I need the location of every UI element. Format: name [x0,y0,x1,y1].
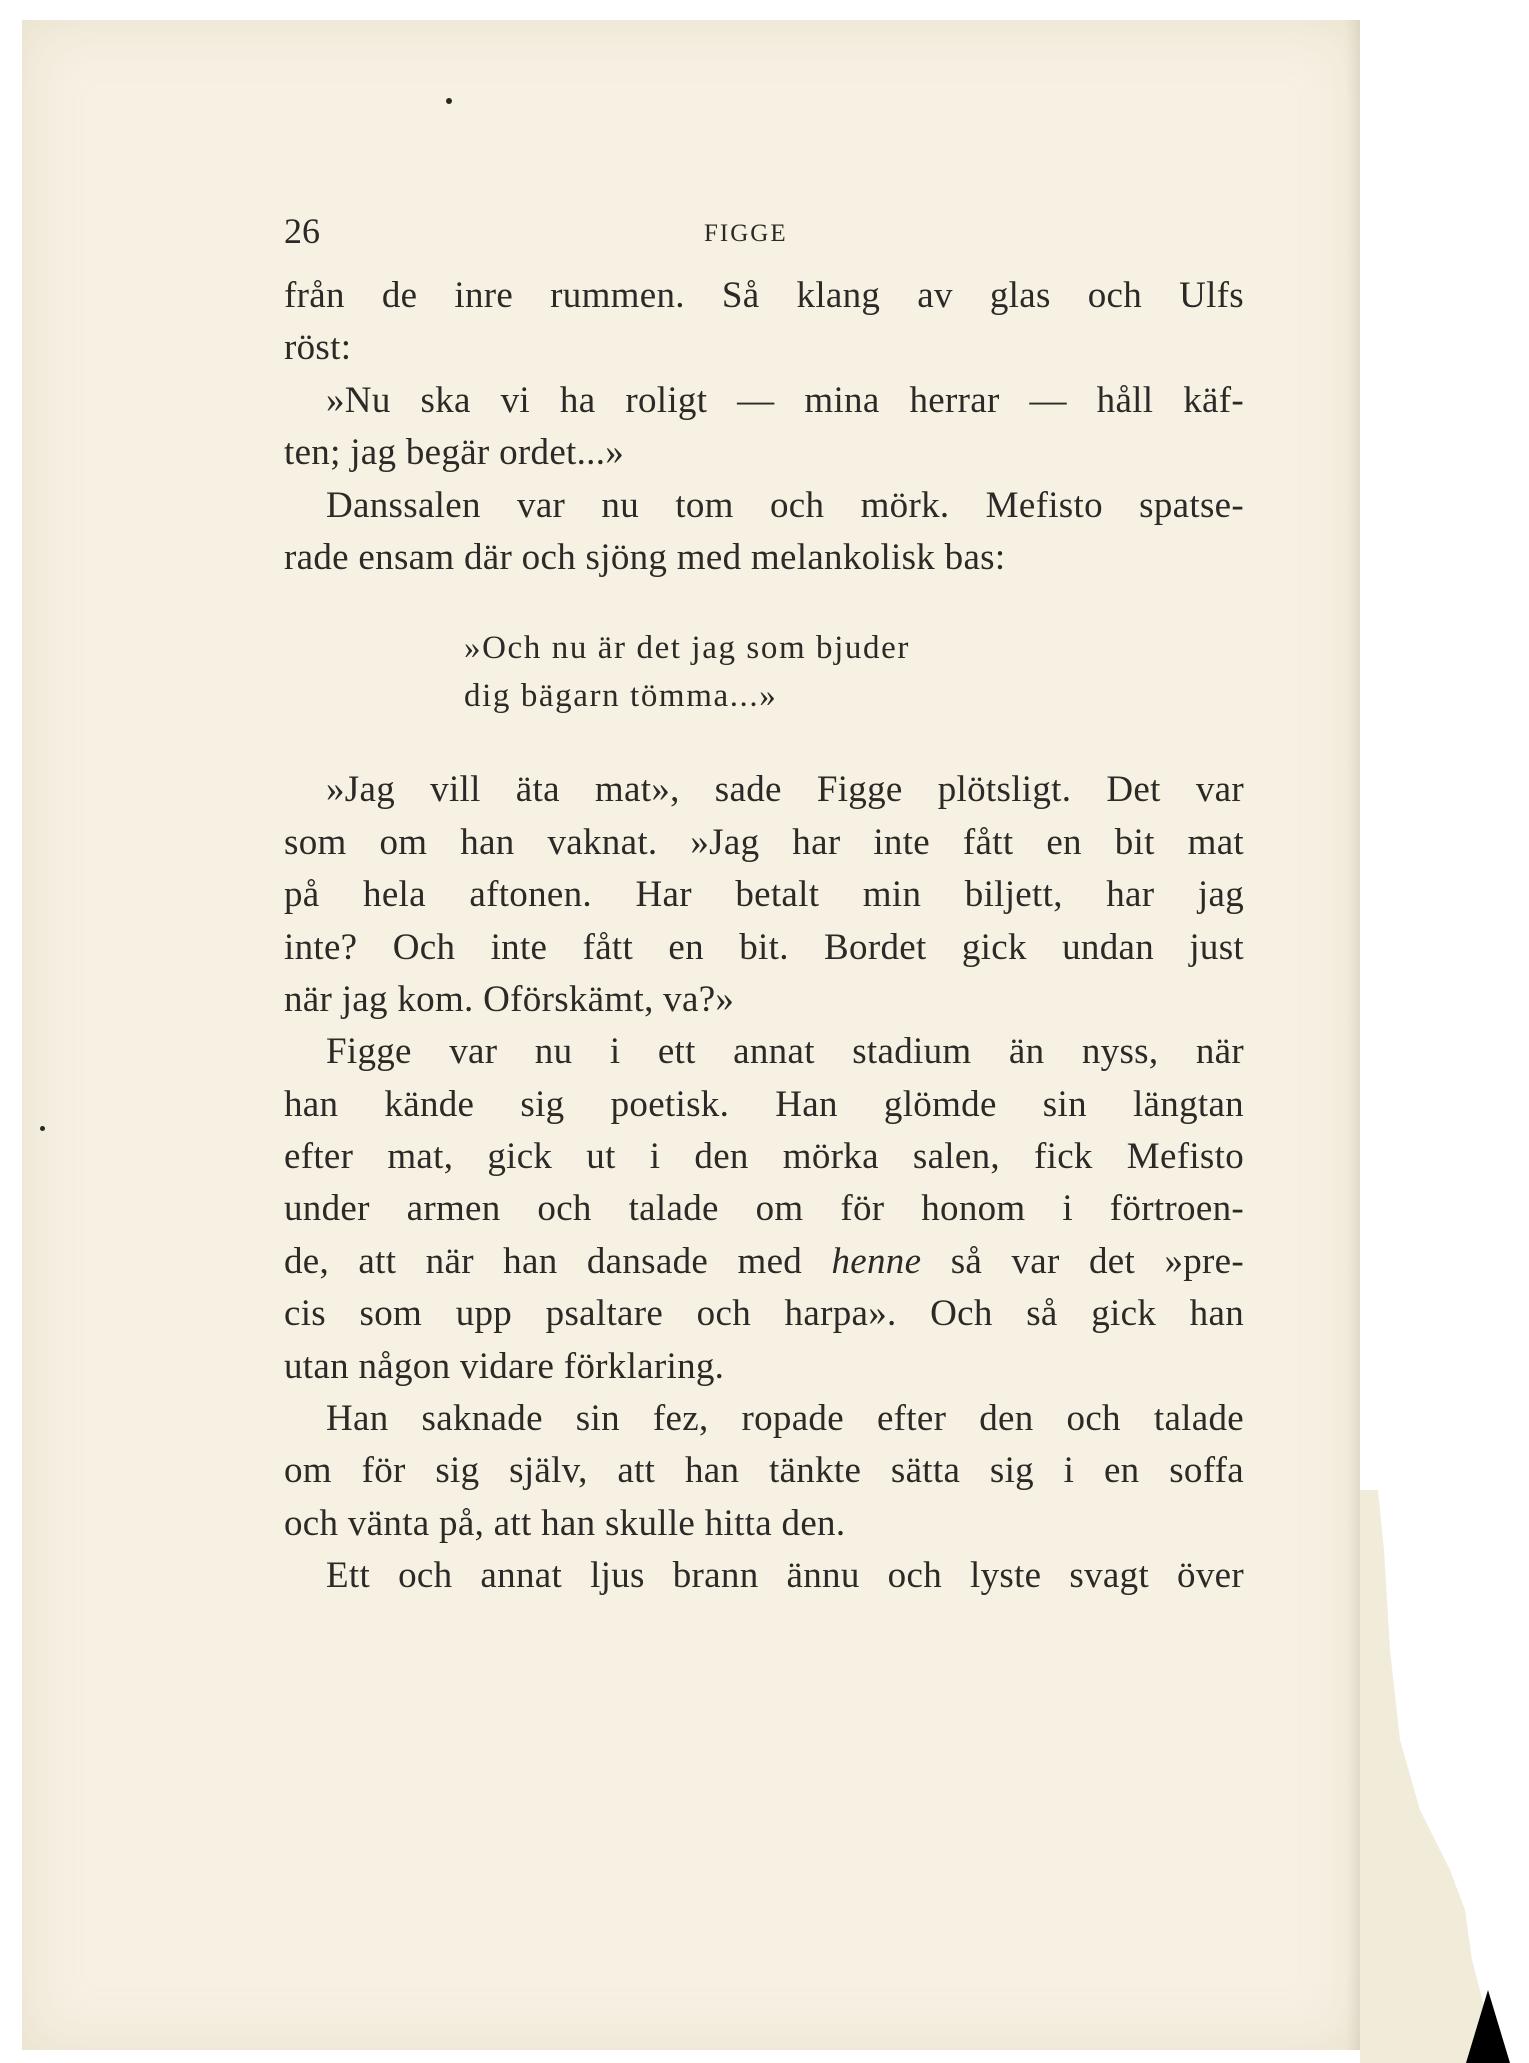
text-line: som om han vaknat. »Jag har inte fått en bit mat [284,821,1244,863]
text-line: Han saknade sin fez, ropade efter den och talade [326,1398,1244,1440]
verse-quote [284,624,1244,720]
book-page [22,20,1360,2050]
paragraph-4 [284,764,1244,1026]
paragraph-1 [284,270,1244,375]
italic-word: henne [831,1240,922,1282]
torn-page-corner [1360,1490,1529,2063]
verse-line: dig bägarn tömma...» [464,678,778,715]
ink-speck [446,98,452,104]
page-edge-shadow [1346,20,1360,2050]
paragraph-2 [284,375,1244,480]
page-text [284,210,1244,1603]
paragraph-3 [284,480,1244,585]
text-line: på hela aftonen. Har betalt min biljett, har jag [284,874,1244,916]
text-line: och vänta på, att han skulle hitta den. [284,1502,846,1544]
text-line: när jag kom. Oförskämt, va?» [284,978,735,1020]
ink-speck [40,1126,45,1131]
text-line: inte? Och inte fått en bit. Bordet gick undan just [284,926,1244,968]
text-line: han kände sig poetisk. Han glömde sin längtan [284,1083,1244,1125]
text-line: efter mat, gick ut i den mörka salen, fick Mefisto [284,1136,1244,1178]
running-title: FIGGE [704,220,788,247]
text-line: »Jag vill äta mat», sade Figge plötsligt. Det var [326,769,1244,811]
text-segment: så var det »pre- [921,1240,1245,1282]
paragraph-7 [284,1550,1244,1602]
text-line: Figge var nu i ett annat stadium än nyss, när [326,1031,1244,1073]
text-segment: de, att när han dansade med [284,1240,832,1282]
text-line: under armen och talade om för honom i förtroen- [284,1188,1244,1230]
paragraph-6 [284,1393,1244,1550]
text-line: cis som upp psaltare och harpa». Och så gick han [284,1293,1244,1335]
verse-line: »Och nu är det jag som bjuder [464,630,910,667]
page-number: 26 [284,211,320,251]
text-line: om för sig själv, att han tänkte sätta sig i en soffa [284,1450,1244,1492]
text-line-with-italic [284,1236,1244,1288]
paragraph-5 [284,1026,1244,1393]
text-line: Ett och annat ljus brann ännu och lyste svagt över [326,1555,1244,1597]
text-line: ten; jag begär ordet...» [284,432,625,474]
text-line: rade ensam där och sjöng med melankolisk bas: [284,536,1006,578]
text-line: Danssalen var nu tom och mörk. Mefisto spatse- [326,484,1244,526]
text-line: röst: [284,327,352,369]
running-head [284,210,1244,270]
text-line: utan någon vidare förklaring. [284,1345,725,1387]
text-line: »Nu ska vi ha roligt — mina herrar — håll käf- [326,379,1244,421]
text-line: från de inre rummen. Så klang av glas och Ulfs [284,275,1244,316]
